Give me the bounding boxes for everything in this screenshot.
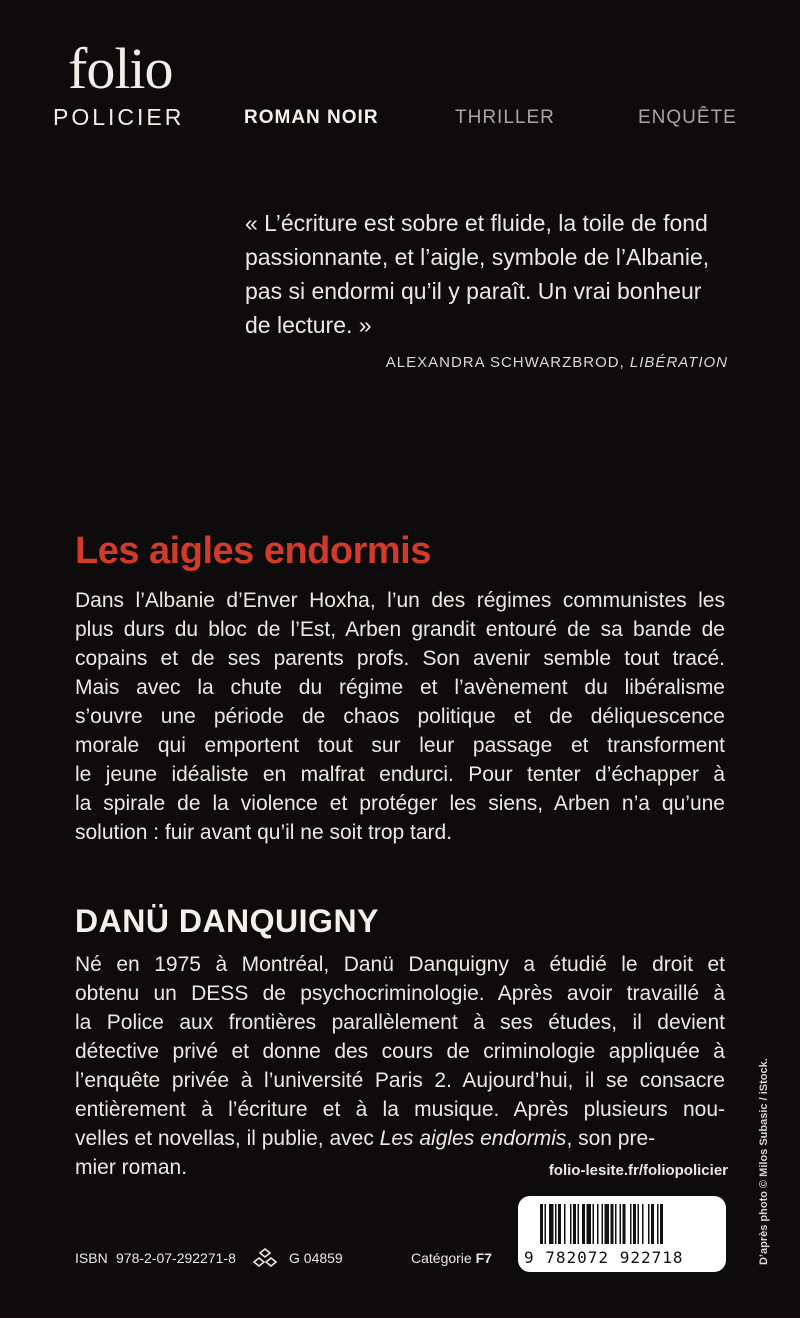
- category-value: F7: [475, 1250, 492, 1266]
- photo-credit: D’après photo © Milos Subasic / iStock.: [758, 1058, 770, 1265]
- synopsis-line: solution : fuir avant qu’il ne soit trop tard.: [75, 821, 453, 844]
- folio-logo: folio: [68, 36, 173, 101]
- bio-line: détective privé et donne des cours de criminologie appliquée à: [75, 1040, 725, 1063]
- quote-line: « L’écriture est sobre et fluide, la toile de fond: [245, 210, 708, 236]
- bio-line: mier roman.: [75, 1156, 188, 1179]
- quote-source-publication: LIBÉRATION: [629, 354, 728, 371]
- genre-roman-noir: ROMAN NOIR: [244, 107, 379, 128]
- quote-source-author: ALEXANDRA SCHWARZBROD,: [385, 354, 625, 371]
- quote-line: de lecture. »: [245, 312, 372, 338]
- bio-line: l’enquête privée à l’université Paris 2. Aujourd’hui, il se consacre: [75, 1069, 725, 1092]
- synopsis-line: morale qui emportent tout sur leur passage et transforment: [75, 734, 725, 757]
- synopsis-line: s’ouvre une période de chaos politique et de déliquescence: [75, 705, 725, 728]
- book-title: Les aigles endormis: [75, 530, 431, 572]
- website-link[interactable]: folio-lesite.fr/foliopolicier: [548, 1162, 728, 1179]
- quote-line: pas si endormi qu’il y paraît. Un vrai bonheur: [245, 278, 702, 304]
- genre-enquete: ENQUÊTE: [638, 107, 737, 128]
- gallimard-code: G 04859: [289, 1250, 343, 1266]
- genre-thriller: THRILLER: [455, 107, 555, 128]
- quote-line: passionnante, et l’aigle, symbole de l’Albanie,: [245, 244, 710, 270]
- synopsis-line: la spirale de la violence et protéger les siens, Arben n’a qu’une: [75, 792, 725, 815]
- synopsis-line: copains et de ses parents profs. Son avenir semble tout tracé.: [75, 647, 725, 670]
- bio-line: Né en 1975 à Montréal, Danü Danquigny a étudié le droit et: [75, 953, 725, 976]
- barcode-digits: 9 782072 922718: [524, 1248, 684, 1267]
- synopsis-line: le jeune idéaliste en malfrat endurci. Pour tenter d’échapper à: [75, 763, 725, 786]
- barcode: [518, 1196, 726, 1272]
- quote-source: [386, 354, 728, 371]
- synopsis-line: Mais avec la chute du régime et l’avènement du libéralisme: [75, 676, 725, 699]
- author-name: DANÜ DANQUIGNY: [75, 903, 379, 939]
- bio-text: , son pre-: [566, 1127, 656, 1150]
- collection-name: POLICIER: [53, 104, 185, 130]
- synopsis-line: plus durs du bloc de l’Est, Arben grandit entouré de sa bande de: [75, 618, 725, 641]
- category-label: Catégorie: [411, 1250, 472, 1266]
- synopsis: [75, 586, 725, 847]
- press-quote: [245, 206, 735, 342]
- author-bio: [75, 950, 725, 1182]
- gallimard-logo-icon: [253, 1246, 277, 1270]
- bio-book-title: Les aigles endormis: [379, 1127, 567, 1150]
- barcode-bars-icon: [540, 1204, 708, 1244]
- isbn-label: ISBN: [75, 1250, 108, 1266]
- bio-text: velles et novellas, il publie, avec: [75, 1127, 380, 1150]
- synopsis-line: Dans l’Albanie d’Enver Hoxha, l’un des régimes communistes les: [75, 589, 725, 612]
- bio-line: [75, 1124, 725, 1153]
- isbn-value: 978-2-07-292271-8: [116, 1250, 236, 1266]
- bio-line: la Police aux frontières parallèlement à ses études, il devient: [75, 1011, 725, 1034]
- category: [411, 1250, 492, 1266]
- bio-line: entièrement à l’écriture et à la musique. Après plusieurs nou-: [75, 1098, 725, 1121]
- bio-line: obtenu un DESS de psychocriminologie. Après avoir travaillé à: [75, 982, 725, 1005]
